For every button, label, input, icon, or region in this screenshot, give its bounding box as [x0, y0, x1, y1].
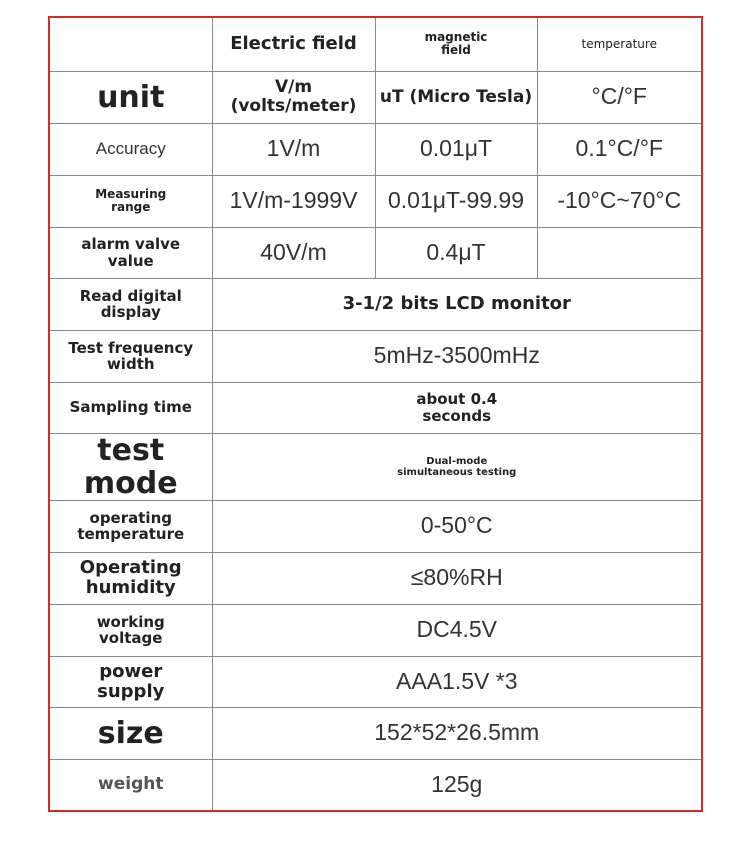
table-row [49, 330, 702, 382]
value-cell: AAA1.5V *3 [212, 656, 702, 707]
value-cell: 152*52*26.5mm [212, 707, 702, 759]
table-row [49, 552, 702, 604]
value-cell: °C/°F [537, 71, 702, 123]
table-row [49, 433, 702, 500]
table-row [49, 382, 702, 433]
header-cell: Electric field [212, 17, 375, 71]
row-label: Sampling time [49, 382, 212, 433]
row-label: Accuracy [49, 123, 212, 175]
table-row [49, 278, 702, 330]
value-cell: 0-50°C [212, 500, 702, 552]
value-cell: about 0.4 seconds [212, 382, 702, 433]
value-cell: 1V/m-1999V [212, 175, 375, 227]
row-label: alarm valve value [49, 227, 212, 278]
value-cell: uT (Micro Tesla) [375, 71, 537, 123]
value-cell [537, 227, 702, 278]
row-label: Read digital display [49, 278, 212, 330]
value-cell: 3-1/2 bits LCD monitor [212, 278, 702, 330]
header-cell: temperature [537, 17, 702, 71]
value-cell: 125g [212, 759, 702, 811]
row-label: Operating humidity [49, 552, 212, 604]
row-label: working voltage [49, 604, 212, 656]
row-label: size [49, 707, 212, 759]
value-cell: 0.4μT [375, 227, 537, 278]
table-row [49, 604, 702, 656]
table-row [49, 175, 702, 227]
value-cell: DC4.5V [212, 604, 702, 656]
spec-table [48, 16, 703, 812]
value-cell: Dual-mode simultaneous testing [212, 433, 702, 500]
value-cell: V/m (volts/meter) [212, 71, 375, 123]
table-row [49, 500, 702, 552]
value-cell: ≤80%RH [212, 552, 702, 604]
value-cell: 40V/m [212, 227, 375, 278]
table-row [49, 759, 702, 811]
row-label: unit [49, 71, 212, 123]
value-cell: 0.01μT-99.99 [375, 175, 537, 227]
header-cell: magnetic field [375, 17, 537, 71]
row-label: power supply [49, 656, 212, 707]
value-cell: 0.01μT [375, 123, 537, 175]
table-row [49, 707, 702, 759]
table-row [49, 123, 702, 175]
row-label: operating temperature [49, 500, 212, 552]
row-label: weight [49, 759, 212, 811]
value-cell: 5mHz-3500mHz [212, 330, 702, 382]
value-cell: -10°C~70°C [537, 175, 702, 227]
row-label: test mode [49, 433, 212, 500]
table-row [49, 656, 702, 707]
value-cell: 1V/m [212, 123, 375, 175]
row-label: Measuring range [49, 175, 212, 227]
table-row [49, 71, 702, 123]
row-label: Test frequency width [49, 330, 212, 382]
header-cell [49, 17, 212, 71]
table-row [49, 227, 702, 278]
value-cell: 0.1°C/°F [537, 123, 702, 175]
header-row [49, 17, 702, 71]
